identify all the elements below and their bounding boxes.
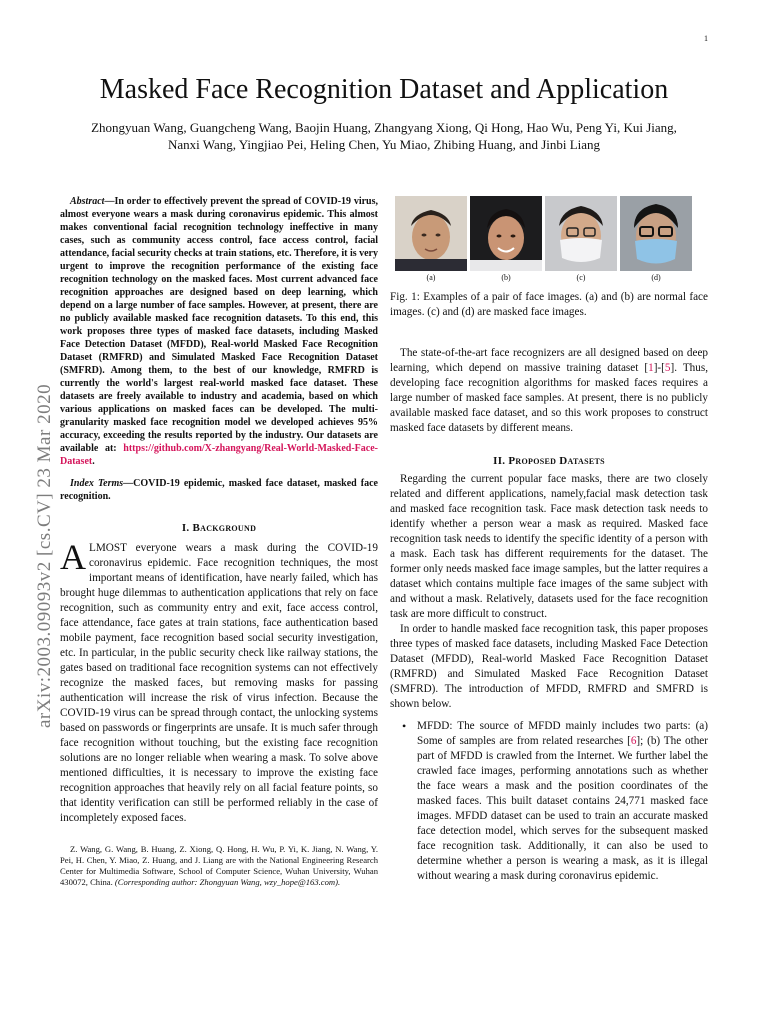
page-number: 1 <box>704 34 708 43</box>
figure-label-c: (c) <box>576 273 586 282</box>
citation-6[interactable]: 6 <box>630 735 637 747</box>
background-paragraph <box>60 537 378 826</box>
intro-text-3: ]. Thus, developing face recognition algorithms for masked faces requires a large number of masked face samples. At present, there is no publicly available masked face dataset, and so this work proposes to construct masked face datasets by different means. <box>390 362 708 434</box>
paper-title: Masked Face Recognition Dataset and Application <box>99 74 669 105</box>
face-image-b <box>470 196 542 271</box>
index-terms-text: —COVID-19 epidemic, masked face dataset, masked face recognition. <box>60 478 378 502</box>
dataset-list <box>390 719 708 884</box>
datasets-paragraph-2: In order to handle masked face recognition task, this paper proposes three types of masked face datasets, including Masked Face Detection Dataset (MFDD), Real-world Masked Face Recognition Dataset (RMFRD) and Simulated Masked Face Recognition Dataset (SMFRD). The introduction of MFDD, RMFRD and SMFRD is shown below. <box>390 623 708 710</box>
abstract-label: Abstract <box>70 196 105 207</box>
figure-cell-b <box>470 196 542 282</box>
abstract <box>60 195 378 468</box>
authors-line-2: Nanxi Wang, Yingjiao Pei, Heling Chen, Yu Miao, Zhibing Huang, and Jinbi Liang <box>167 137 601 152</box>
dataset-link[interactable]: https://github.com/X-zhangyang/Real-World-Masked-Face-Dataset <box>60 443 378 467</box>
face-figure <box>395 196 693 282</box>
abstract-end: . <box>92 456 95 467</box>
left-column <box>60 195 378 888</box>
list-item-mfdd <box>390 719 708 884</box>
arxiv-stamp: arXiv:2003.09093v2 [cs.CV] 23 Mar 2020 <box>34 383 55 728</box>
lead-word: LMOST <box>89 542 127 554</box>
intro-text-2: ]-[ <box>653 362 665 374</box>
background-text: everyone wears a mask during the COVID-19 coronavirus epidemic. Face recognition techniques, the most important means of identification, have nearly failed, which has brought huge dilemmas to authentication applications that rely on face recognition, such as community entry and exit, face access control, face attendance, face gates at train stations, face authentication based mobile payment, face recognition based social security investigation, etc. In particular, in the public security check like railway stations, the gates based on traditional face recognition systems can not effectively recognize the masked faces, but removing masks for passing authentication will increase the risk of virus infection. Because the COVID-19 virus can be spread through contact, the unlocking systems based on passwords or fingerprints are unsafe. It is much safer through face recognition without touching, but the existing face recognition solutions are no longer reliable when wearing a mask. To solve above mentioned difficulties, it is necessary to improve the existing face recognition approaches that heavily rely on all facial feature points, so that identity verification can still be performed reliably in the case of incompletely exposed faces. <box>60 542 378 824</box>
authors-line-1: Zhongyuan Wang, Guangcheng Wang, Baojin Huang, Zhangyang Xiong, Qi Hong, Hao Wu, Peng Yi, Kui Jiang, <box>91 120 677 135</box>
face-image-a <box>395 196 467 271</box>
index-terms <box>60 477 378 503</box>
figure-cell-d <box>620 196 692 282</box>
figure-label-b: (b) <box>501 273 511 282</box>
datasets-paragraph-1: Regarding the current popular face masks, there are two closely related and different applications, namely,facial mask detection task and masked face recognition task. Face mask detection task needs to identify whether a person wear a mask as required. Masked face recognition task needs to identify the specific identity of a person with a mask. Each task has different requirements for the dataset. The former only needs masked face image samples, but the latter requires a dataset which contains multiple face images of the same subject with and without a mask. Relatively, datasets used for the face recognition task are more difficult to construct. <box>390 473 708 620</box>
face-image-c <box>545 196 617 271</box>
figure-cell-c <box>545 196 617 282</box>
section-heading-proposed-datasets: II. Proposed Datasets <box>493 455 605 467</box>
footnote-text: Z. Wang, G. Wang, B. Huang, Z. Xiong, Q. Hong, H. Wu, P. Yi, K. Jiang, N. Wang, Y. Pei, H. Chen, Y. Miao, Z. Huang, and J. Liang are with the National Engineering Research Center for Multimedia Software, School of Computer Science, Wuhan University, Wuhan 430072, China. <box>60 844 378 887</box>
figure-cell-a <box>395 196 467 282</box>
intro-text-1: The state-of-the-art face recognizers are all designed based on deep learning, which depend on massive training dataset [ <box>390 347 708 374</box>
citation-1[interactable]: 1 <box>648 362 654 374</box>
right-column <box>390 196 708 884</box>
intro-paragraph <box>390 346 708 436</box>
index-terms-label: Index Terms <box>70 478 124 489</box>
figure-label-d: (d) <box>651 273 661 282</box>
abstract-text: —In order to effectively prevent the spread of COVID-19 virus, almost everyone wears a mask during coronavirus epidemic. This almost makes conventional facial recognition technology ineffective in many cases, such as community access control, face access control, facial attendance, facial security checks at train stations, etc. Therefore, it is very urgent to improve the recognition performance of the existing face recognition technology on the masked faces. Most current advanced face recognition approaches are designed based on deep learning, which depend on a large number of face samples. However, at present, there are no publicly available masked face recognition datasets. To this end, this work proposes three types of masked face datasets, including Masked Face Detection Dataset (MFDD), Real-world Masked Face Recognition Dataset (RMFRD) and Simulated Masked Face Recognition Dataset (SMFRD). Among them, to the best of our knowledge, RMFRD is currently the world's largest real-world masked face dataset. These datasets are freely available to industry and academia, based on which various applications on masked faces can be developed. The multi-granularity masked face recognition model we developed achieves 95% accuracy, exceeding the results reported by the industry. Our datasets are available at: <box>60 196 378 454</box>
drop-cap: A <box>60 537 86 577</box>
author-list <box>30 119 738 153</box>
face-image-d <box>620 196 692 271</box>
mfdd-text-1: MFDD: The source of MFDD mainly includes two parts: (a) Some of samples are from related researches [ <box>417 720 708 747</box>
mfdd-text-2: ]; (b) The other part of MFDD is crawled from the Internet. We further label the crawled face images, performing annotations such as whether the face wears a mask and the position coordinates of the masked faces. This built dataset contains 24,771 masked face images. MFDD dataset can be used to train an accurate masked face detection model, which serves for the subsequent masked face recognition task. Additionally, it can also be used to determine whether a person is wearing a mask, as it is illegal without wearing a mask during coronavirus epidemic. <box>417 735 708 882</box>
author-footnote <box>60 844 378 888</box>
footnote-corresponding: (Corresponding author: Zhongyuan Wang, wzy_hope@163.com). <box>114 877 341 887</box>
citation-5[interactable]: 5 <box>664 362 671 374</box>
section-heading-background: I. Background <box>181 522 257 534</box>
figure-label-a: (a) <box>426 273 436 282</box>
figure-caption: Fig. 1: Examples of a pair of face images. (a) and (b) are normal face images. (c) and (d) are masked face images. <box>390 291 708 318</box>
